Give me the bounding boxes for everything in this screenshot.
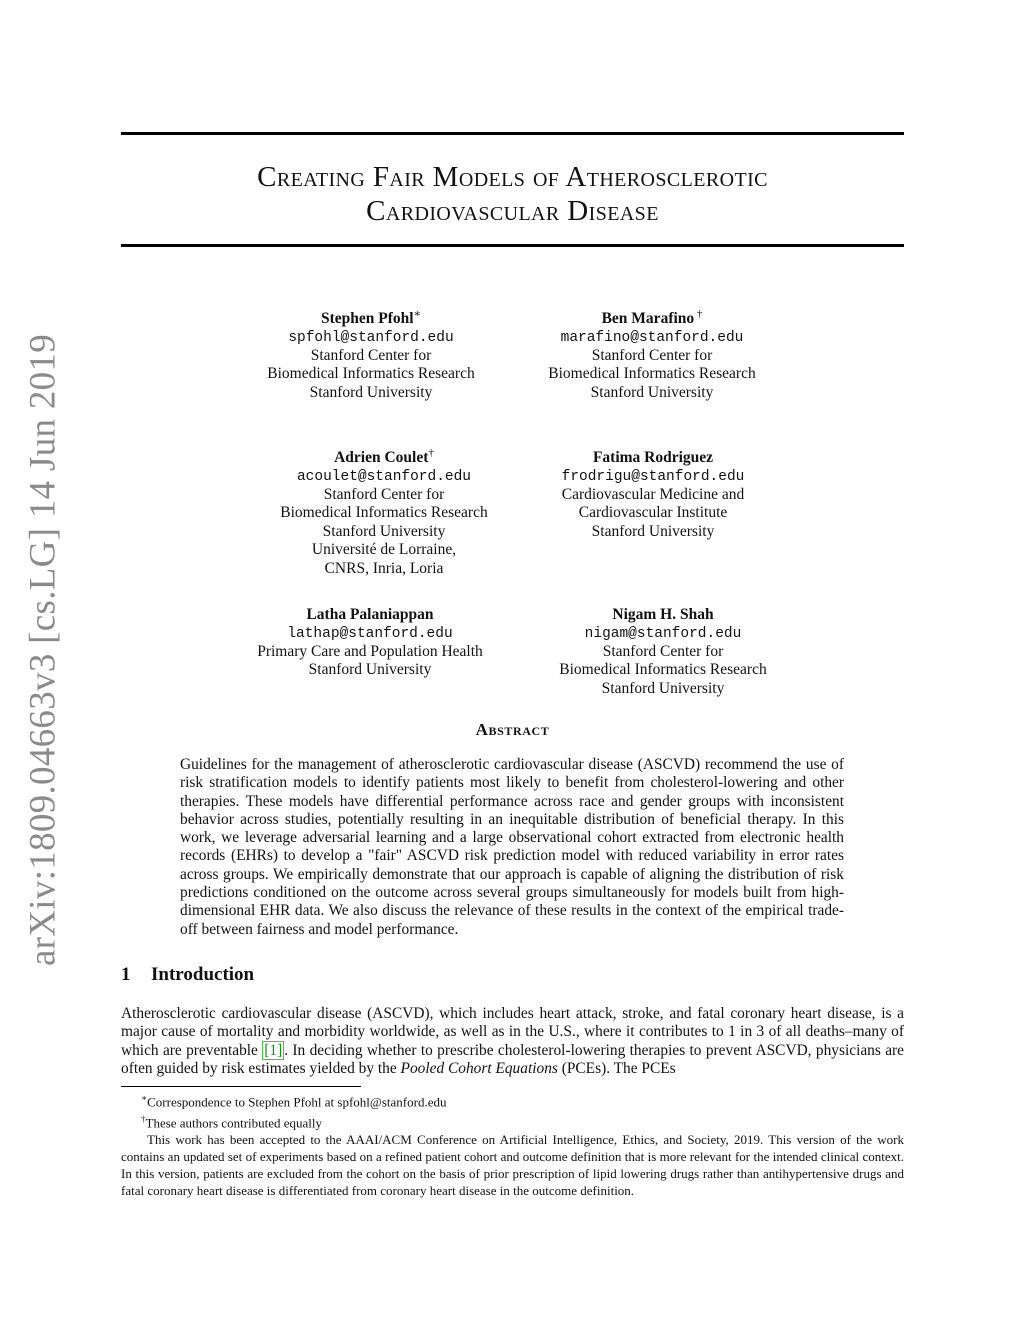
author-email[interactable]: nigam@stanford.edu (584, 625, 742, 642)
author-affiliation-line: Stanford Center for (310, 346, 432, 364)
author-block-palaniappan (220, 601, 520, 680)
author-block-shah (513, 601, 813, 698)
paper-title (121, 160, 904, 228)
author-affiliation-line: Stanford Center for (323, 485, 445, 503)
author-name: Latha Palaniappan (306, 606, 434, 624)
author-affiliation-line: Cardiovascular Medicine and (561, 485, 745, 503)
author-name: Adrien Coulet† (334, 447, 434, 467)
author-email[interactable]: frodrigu@stanford.edu (561, 468, 745, 485)
title-bottom-rule (121, 244, 904, 247)
author-affiliation-line: Primary Care and Population Health (257, 642, 483, 660)
author-affiliation-line: Biomedical Informatics Research (548, 365, 756, 383)
author-affiliation-line: Biomedical Informatics Research (280, 504, 488, 522)
title-line-2: Cardiovascular Disease (366, 195, 659, 227)
author-affiliation-line: Stanford Center for (602, 642, 724, 660)
author-affiliation-line: Biomedical Informatics Research (267, 365, 475, 383)
author-email[interactable]: marafino@stanford.edu (560, 329, 744, 346)
author-block-pfohl (221, 305, 521, 402)
author-affiliation-line: Stanford University (591, 522, 715, 540)
author-affiliation-line: Stanford University (322, 522, 446, 540)
footnote-rule (121, 1086, 361, 1087)
author-block-coulet (234, 444, 534, 578)
author-affiliation-line: Stanford University (601, 679, 725, 697)
author-affiliation-line: Biomedical Informatics Research (559, 661, 767, 679)
abstract-text: Guidelines for the management of atherosclerotic cardiovascular disease (ASCVD) recommend the use of risk stratification models to identify patients most likely to benefit from cholesterol-lowering and other therapies. These models have differential performance across race and gender groups with inconsistent behavior across studies, potentially resulting in an inequitable distribution of beneficial therapy. In this work, we leverage adversarial learning and a large observational cohort extracted from electronic health records (EHRs) to develop a "fair" ASCVD risk prediction model with reduced variability in error rates across groups. We empirically demonstrate that our approach is capable of aligning the distribution of risk predictions conditioned on the outcome across several groups simultaneously for models built from high-dimensional EHR data. We also discuss the relevance of these results in the context of the empirical trade-off between fairness and model performance. (180, 756, 844, 938)
citation-link[interactable]: [1] (264, 1041, 283, 1059)
author-affiliation-line: Stanford University (590, 383, 714, 401)
author-email[interactable]: acoulet@stanford.edu (296, 468, 472, 485)
title-top-rule (121, 132, 904, 135)
author-affiliation-line: Stanford University (309, 383, 433, 401)
author-affiliation-line: Université de Lorraine, (311, 541, 457, 559)
author-email[interactable]: lathap@stanford.edu (287, 625, 453, 642)
footnote-equal-contribution: †These authors contributed equally (141, 1114, 323, 1131)
author-name: Nigam H. Shah (612, 606, 714, 624)
author-affiliation-line: Cardiovascular Institute (578, 504, 728, 522)
introduction-paragraph: Atherosclerotic cardiovascular disease (ASCVD), which includes heart attack, stroke, and fatal coronary heart disease, is a major cause of mortality and morbidity worldwide, as well as in the U.S., where it contributes to 1 in 3 of all deaths–many of which are preventable [1] . In deciding whether to prescribe cholesterol-lowering therapies to prevent ASCVD, physicians are often guided by risk estimates yielded by the Pooled Cohort Equations (PCEs). The PCEs (121, 1005, 904, 1077)
abstract-heading: Abstract (475, 720, 550, 739)
author-block-marafino (502, 305, 802, 402)
author-affiliation-line: CNRS, Inria, Loria (324, 559, 444, 577)
author-name: Fatima Rodriguez (592, 449, 714, 467)
author-name: Ben Marafino † (601, 308, 703, 328)
title-line-1: Creating Fair Models of Atherosclerotic (257, 161, 768, 193)
author-affiliation-line: Stanford University (308, 661, 432, 679)
section-title: Introduction (151, 964, 255, 985)
footnote-correspondence: ∗Correspondence to Stephen Pfohl at spfohl@stanford.edu (141, 1093, 447, 1110)
footnote-version-note: This work has been accepted to the AAAI/ACM Conference on Artificial Intelligence, Ethics, and Society, 2019. This version of the work contains an updated set of experiments based on a refined patient cohort and outcome definition that is more relevant for the intended clinical context. In this version, patients are excluded from the cohort on the basis of prior prescription of lipid lowering drugs rather than antihypertensive drugs and fatal coronary heart disease is differentiated from coronary heart disease in the outcome definition. (121, 1132, 904, 1198)
author-block-rodriguez (503, 444, 803, 541)
author-email[interactable]: spfohl@stanford.edu (288, 329, 454, 346)
arxiv-identifier: arXiv:1809.04663v3 [cs.LG] 14 Jun 2019 (22, 333, 64, 967)
section-number: 1 (121, 964, 131, 985)
author-affiliation-line: Stanford Center for (591, 346, 713, 364)
section-heading-introduction (121, 964, 254, 986)
footnotes (121, 1090, 904, 1199)
author-name: Stephen Pfohl∗ (320, 308, 422, 328)
